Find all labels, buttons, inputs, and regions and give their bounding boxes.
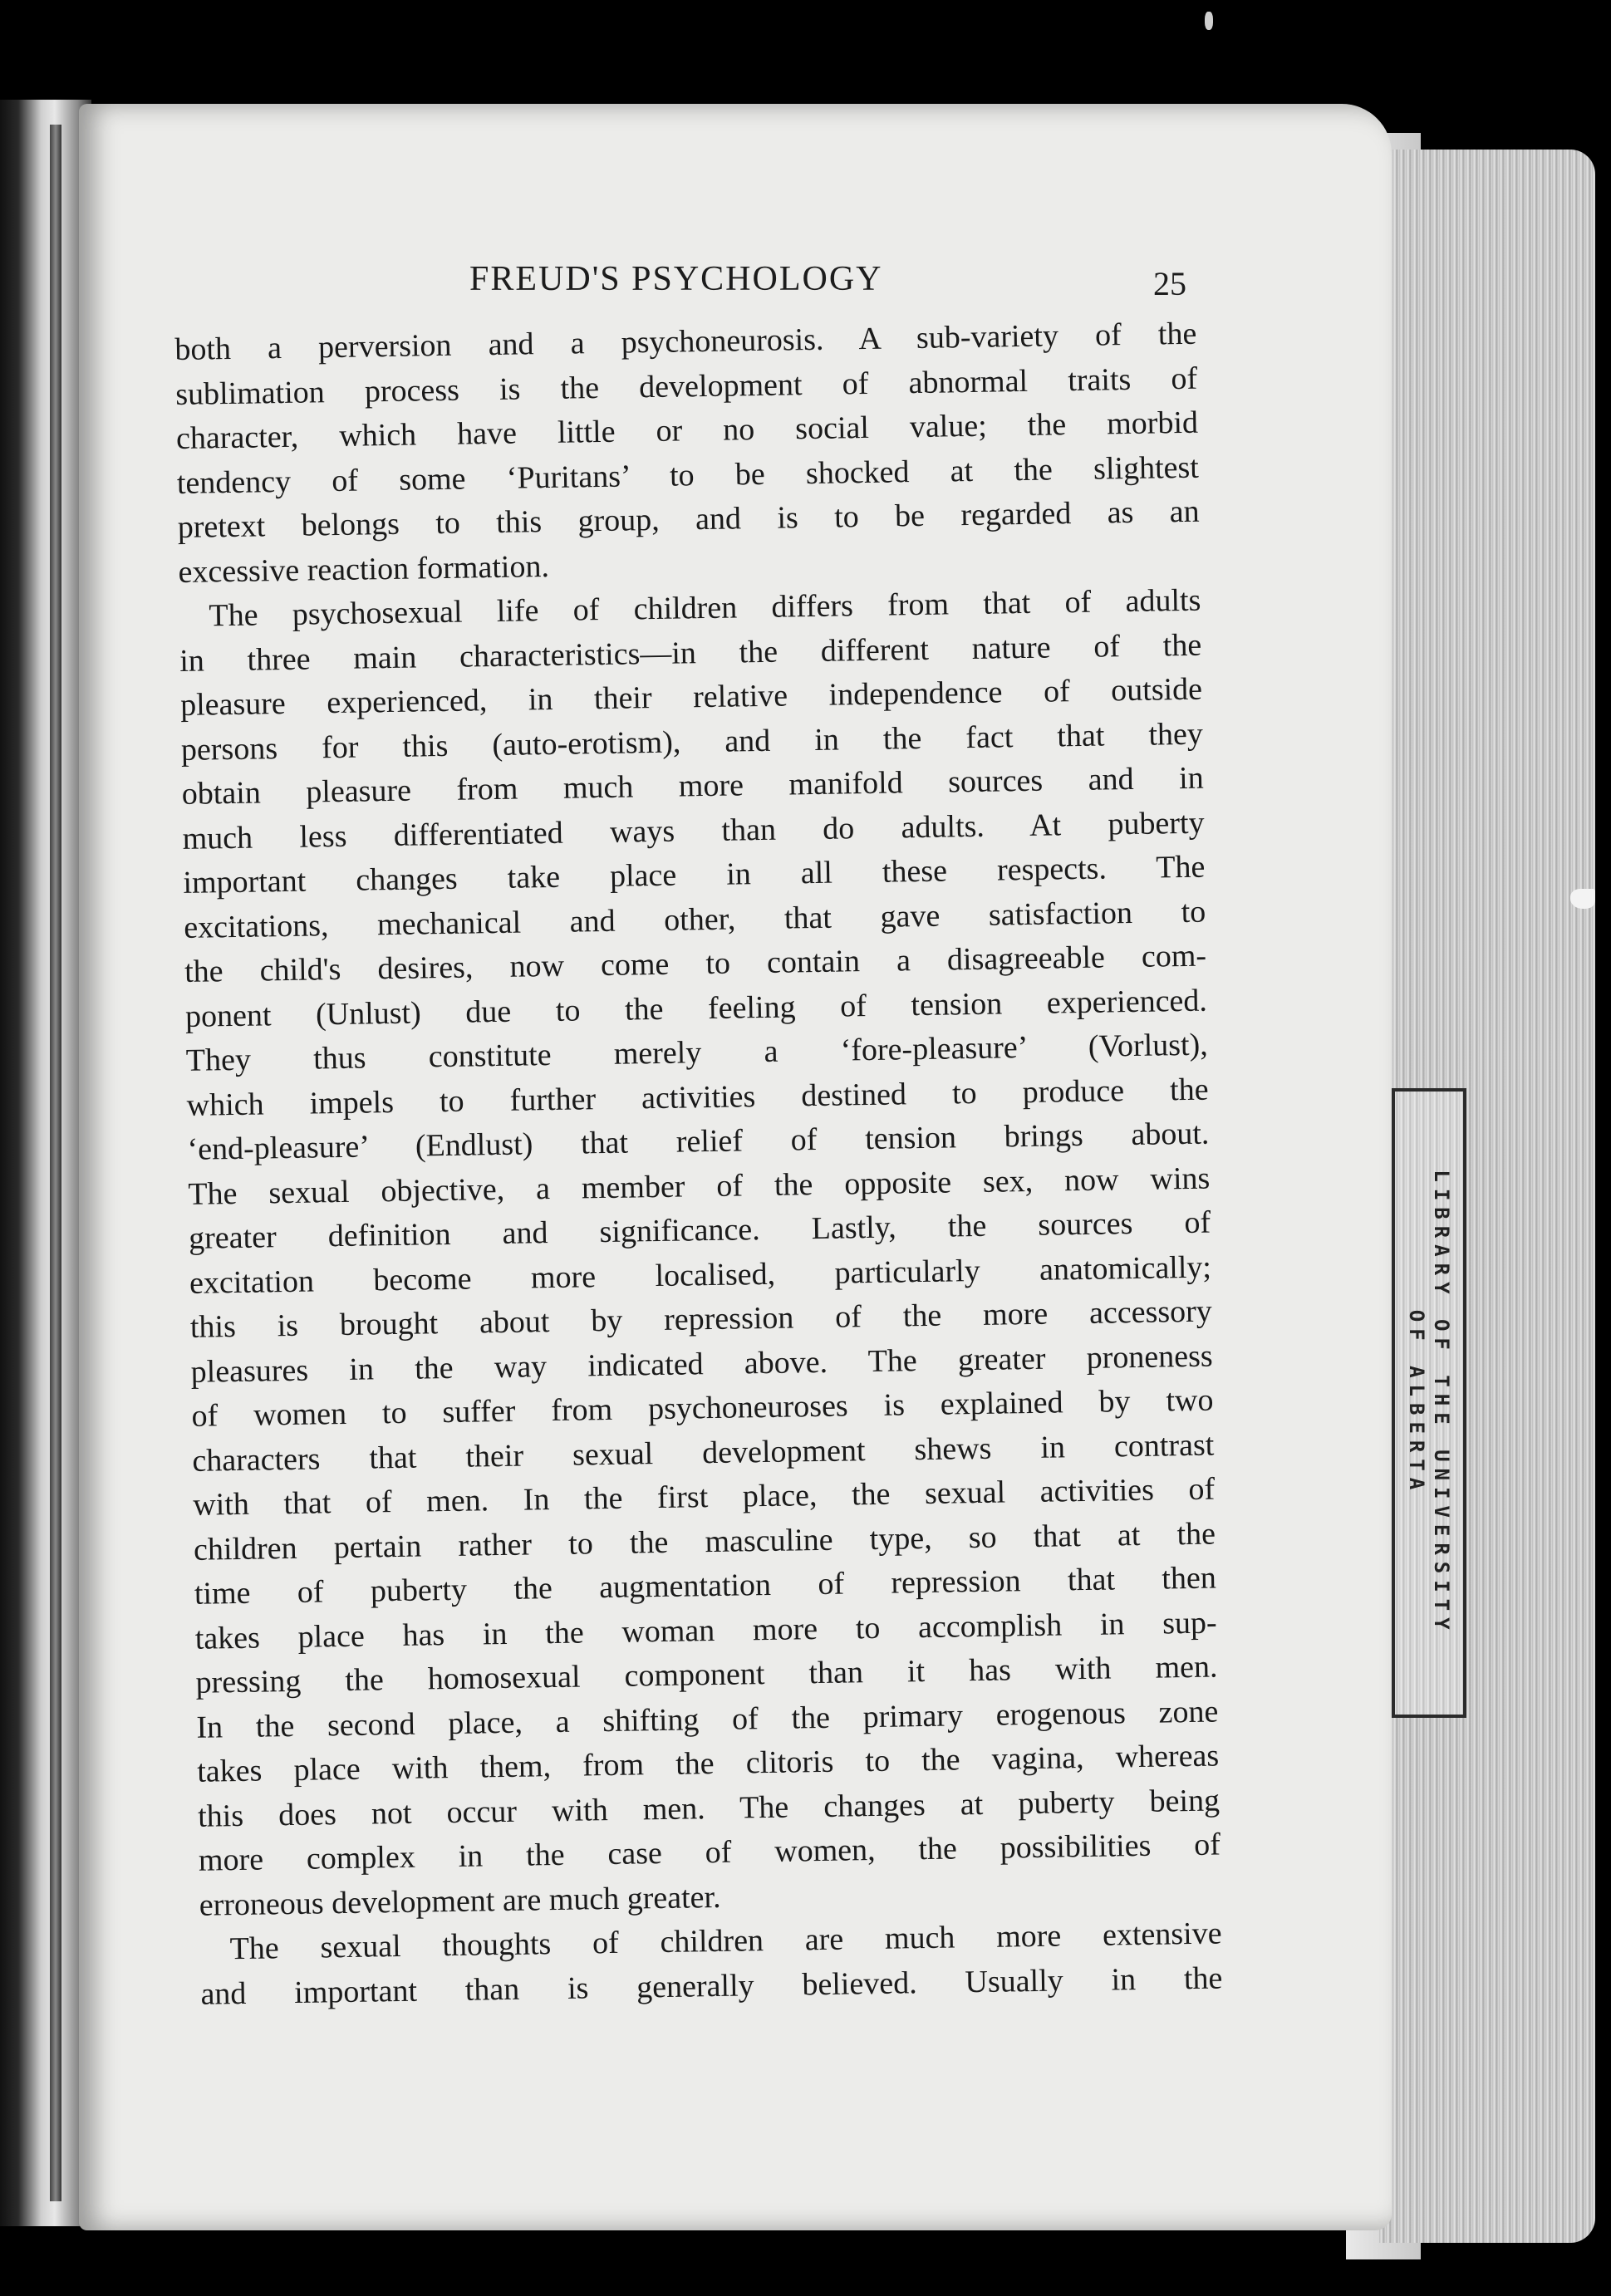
text-line: pretext belongs to this group, and is to be regarded as an bbox=[177, 493, 1200, 545]
paper-tab-mark bbox=[1570, 889, 1595, 909]
text-line: erroneous development are much greater. bbox=[199, 1879, 721, 1923]
text-line: sublimation process is the development of abnormal traits of bbox=[174, 361, 1198, 412]
page-number: 25 bbox=[1153, 265, 1186, 302]
running-title: FREUD'S PSYCHOLOGY bbox=[469, 260, 883, 298]
library-stamp bbox=[1392, 1088, 1466, 1718]
text-line: important changes take place in all these respects. The bbox=[183, 849, 1206, 900]
text-line: ponent (Unlust) due to the feeling of tension experienced. bbox=[184, 983, 1208, 1034]
text-line: which impels to further activities destined to produce the bbox=[186, 1072, 1209, 1123]
text-line: excessive reaction formation. bbox=[178, 548, 550, 590]
text-line: pleasure experienced, in their relative independence of outside bbox=[179, 671, 1203, 723]
stamp-line-2: OF ALBERTA bbox=[1405, 1309, 1428, 1497]
text-line: children pertain rather to the masculine type, so that at the bbox=[193, 1516, 1216, 1567]
text-line: The psychosexual life of children differs from that of adults bbox=[209, 582, 1201, 634]
body-text bbox=[174, 312, 1223, 2017]
text-line: They thus constitute merely a ‘fore-pleasure’ (Vorlust), bbox=[185, 1027, 1209, 1078]
binding-spine-line bbox=[50, 125, 61, 2201]
paragraph-3 bbox=[199, 1911, 1223, 2016]
text-line: The sexual thoughts of children are much more extensive bbox=[229, 1916, 1222, 1967]
text-line: greater definition and significance. Lastly, the sources of bbox=[188, 1204, 1211, 1256]
text-line: excitation become more localised, particularly anatomically; bbox=[189, 1249, 1212, 1301]
text-line: this is brought about by repression of the more accessory bbox=[189, 1293, 1213, 1345]
text-line: much less differentiated ways than do adults. At puberty bbox=[182, 805, 1205, 856]
text-line: with that of men. In the first place, the sexual activities of bbox=[192, 1471, 1216, 1523]
text-line: pleasures in the way indicated above. The greater proneness bbox=[190, 1338, 1213, 1390]
text-line: pressing the homosexual component than it has with men. bbox=[195, 1649, 1218, 1700]
text-line: obtain pleasure from much more manifold sources and in bbox=[181, 760, 1204, 812]
book-binding-left bbox=[0, 100, 91, 2226]
text-line: takes place with them, from the clitoris to the vagina, whereas bbox=[196, 1738, 1220, 1789]
text-line: in three main characteristics—in the different nature of the bbox=[179, 627, 1202, 679]
paragraph-2 bbox=[179, 579, 1221, 1928]
text-line: time of puberty the augmentation of repression that then bbox=[194, 1560, 1217, 1612]
text-line: ‘end-pleasure’ (Endlust) that relief of tension brings about. bbox=[187, 1116, 1210, 1167]
text-line: In the second place, a shifting of the primary erogenous zone bbox=[196, 1693, 1219, 1745]
paragraph-1 bbox=[174, 312, 1201, 595]
library-stamp-text bbox=[1404, 1112, 1454, 1694]
text-line: this does not occur with men. The changes at puberty being bbox=[197, 1782, 1221, 1834]
text-line: takes place has in the woman more to accomplish in sup- bbox=[194, 1604, 1217, 1656]
text-line: persons for this (auto-erotism), and in the fact that they bbox=[180, 716, 1204, 768]
text-line: character, which have little or no social value; the morbid bbox=[175, 405, 1199, 456]
text-line: more complex in the case of women, the possibilities of bbox=[198, 1827, 1221, 1878]
text-line: of women to suffer from psychoneuroses is explained by two bbox=[191, 1382, 1214, 1434]
text-line: characters that their sexual development shews in contrast bbox=[192, 1427, 1215, 1479]
text-line: The sexual objective, a member of the opposite sex, now wins bbox=[188, 1160, 1211, 1212]
text-line: both a perversion and a psychoneurosis. A sub-variety of the bbox=[174, 316, 1197, 367]
text-line: tendency of some ‘Puritans’ to be shocked at the slightest bbox=[176, 449, 1200, 501]
text-line: the child's desires, now come to contain a disagreeable com- bbox=[184, 938, 1207, 989]
scan-speck bbox=[1205, 12, 1213, 30]
stamp-line-1: LIBRARY OF THE UNIVERSITY bbox=[1430, 1170, 1453, 1636]
text-line: and important than is generally believed. Usually in the bbox=[200, 1960, 1223, 2012]
text-line: excitations, mechanical and other, that gave satisfaction to bbox=[184, 894, 1206, 945]
